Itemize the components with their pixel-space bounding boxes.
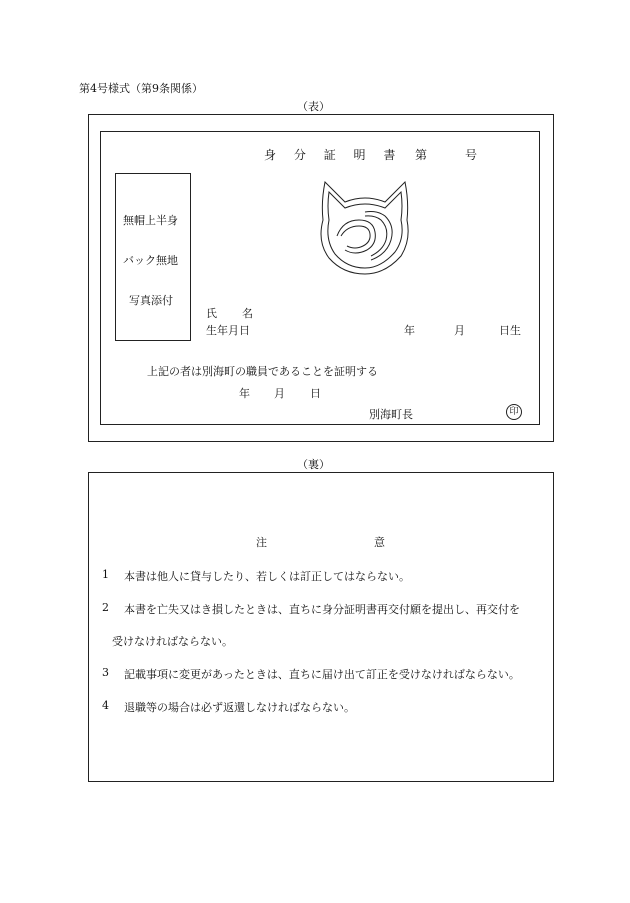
back-label: （裏）: [297, 458, 330, 471]
title-char: 身: [264, 148, 277, 162]
note-number: 2: [102, 601, 109, 614]
issuer: 別海町長: [369, 408, 413, 421]
issue-day: 日: [310, 387, 321, 400]
birth-day: 日生: [499, 324, 521, 337]
photo-box: [115, 173, 191, 341]
photo-instruction: 無帽上半身: [123, 214, 178, 227]
front-label: （表）: [297, 100, 330, 113]
note-text: 本書は他人に貸与したり、若しくは訂正してはならない。: [124, 570, 410, 583]
title-char: 明: [353, 148, 366, 162]
birth-month: 月: [454, 324, 465, 337]
issue-year: 年: [239, 387, 250, 400]
note-number: 4: [102, 699, 109, 712]
card-title: [264, 146, 395, 163]
note-text: 記載事項に変更があったときは、直ちに届け出て訂正を受けなければならない。: [124, 668, 520, 681]
title-char: 書: [383, 148, 396, 162]
notes-title-2: 意: [374, 536, 385, 549]
notes-title-1: 注: [256, 536, 267, 549]
birth-label: 生年月日: [206, 324, 250, 337]
seal-mark: 印: [506, 404, 522, 420]
number-prefix: 第: [415, 148, 428, 162]
name-label-1: 氏: [206, 307, 217, 320]
town-emblem-icon: [315, 180, 415, 278]
id-card: [100, 131, 540, 425]
number-suffix: 号: [465, 148, 478, 162]
front-outer-frame: [88, 114, 554, 442]
form-number: 第4号様式（第9条関係）: [79, 82, 203, 95]
birth-year: 年: [404, 324, 415, 337]
photo-instruction: 写真添付: [129, 294, 173, 307]
back-frame: [88, 472, 554, 782]
note-text: 本書を亡失又はき損したときは、直ちに身分証明書再交付願を提出し、再交付を: [124, 603, 520, 616]
issue-month: 月: [274, 387, 285, 400]
certify-text: 上記の者は別海町の職員であることを証明する: [147, 365, 378, 378]
note-number: 3: [102, 666, 109, 679]
title-char: 分: [293, 148, 306, 162]
note-number: 1: [102, 568, 109, 581]
photo-instruction: バック無地: [123, 254, 178, 267]
name-label-2: 名: [242, 307, 253, 320]
note-text: 退職等の場合は必ず返還しなければならない。: [124, 701, 355, 714]
note-text-continued: 受けなければならない。: [112, 635, 233, 648]
title-char: 証: [323, 148, 336, 162]
